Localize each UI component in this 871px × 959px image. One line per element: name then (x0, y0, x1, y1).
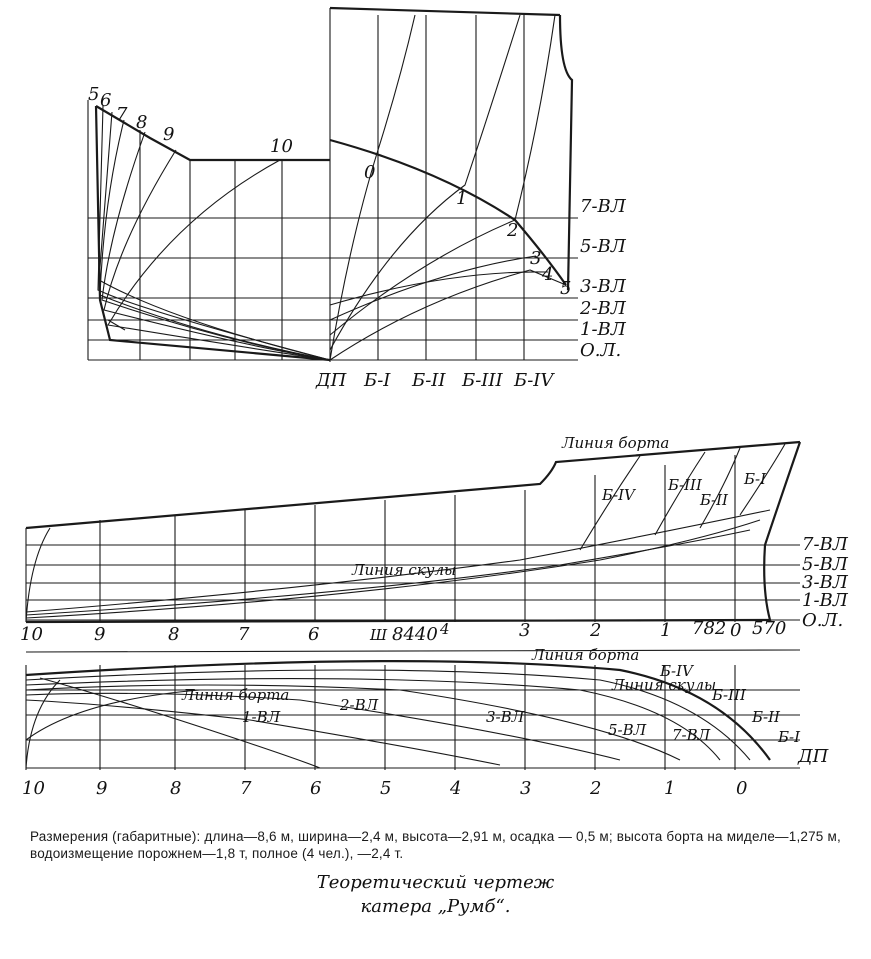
bp-buttock-1: Б-I (364, 370, 391, 391)
profile-view (20, 434, 849, 652)
plan-buttock-3: Б-III (712, 686, 746, 704)
plan-buttock-2: Б-II (752, 708, 780, 726)
profile-wl-7: 7-ВЛ (802, 534, 848, 555)
plan-station-5: 5 (380, 778, 392, 799)
profile-station-6: 6 (308, 624, 320, 645)
plan-station-7: 7 (240, 778, 252, 799)
plan-station-0: 0 (736, 778, 748, 799)
plan-station-6: 6 (310, 778, 322, 799)
profile-dim-midship: Ш (370, 626, 388, 644)
bp-buttock-3: Б-III (462, 370, 503, 391)
plan-wl-7: 7-ВЛ (672, 726, 711, 744)
profile-station-2: 2 (590, 620, 602, 641)
plan-wl-5: 5-ВЛ (608, 721, 647, 739)
plan-station-4: 4 (450, 778, 462, 799)
plan-deck-label-top: Линия борта (532, 646, 640, 664)
drawing-title-line2: катера „Румб“. (360, 896, 511, 917)
plan-dp-label: ДП (798, 746, 829, 767)
plan-station-9: 9 (96, 778, 108, 799)
bp-buttock-4: Б-IV (514, 370, 554, 391)
bp-station-label-7: 7 (116, 104, 128, 125)
bp-wl-5: 5-ВЛ (580, 236, 626, 257)
profile-station-1: 1 (660, 620, 672, 641)
plan-wl-2: 2-ВЛ (340, 696, 379, 714)
plan-wl-1: 1-ВЛ (242, 708, 281, 726)
bp-station-label-3: 3 (530, 248, 542, 269)
drawing-title-line1: Теоретический чертеж (316, 872, 555, 893)
profile-station-10: 10 (20, 624, 43, 645)
plan-buttock-1: Б-I (778, 728, 801, 746)
profile-buttock-2: Б-II (700, 491, 728, 509)
plan-buttock-4: Б-IV (660, 662, 693, 680)
body-plan-aft-sections (96, 106, 330, 360)
profile-buttock-4: Б-IV (602, 486, 635, 504)
body-plan-fore-sections (330, 8, 572, 360)
profile-station-9: 9 (94, 624, 106, 645)
bp-station-label-1: 1 (456, 188, 468, 209)
bp-station-label-9: 9 (163, 124, 175, 145)
bp-station-label-5b: 5 (560, 278, 572, 299)
bp-station-label-6: 6 (100, 90, 112, 111)
half-breadth-plan (22, 646, 829, 799)
bp-station-label-2: 2 (507, 220, 519, 241)
profile-deck-label: Линия борта (562, 434, 670, 452)
profile-station-7: 7 (238, 624, 250, 645)
profile-wl-1: 1-ВЛ (802, 590, 848, 611)
bp-wl-base: О.Л. (580, 340, 622, 361)
bp-buttock-dp: ДП (316, 370, 347, 391)
bp-station-label-4: 4 (542, 264, 554, 285)
body-plan (88, 8, 627, 391)
profile-station-8: 8 (168, 624, 180, 645)
bp-wl-1: 1-ВЛ (580, 319, 626, 340)
bp-wl-2: 2-ВЛ (580, 298, 626, 319)
plan-station-3: 3 (520, 778, 532, 799)
plan-chine-label: Линия скулы (612, 676, 717, 694)
profile-station-4: 4 (440, 620, 450, 638)
plan-wl-3: 3-ВЛ (486, 708, 525, 726)
plan-station-8: 8 (170, 778, 182, 799)
dimensions-caption: Размерения (габаритные): длина—8,6 м, ширина—2,4 м, высота—2,91 м, осадка — 0,5 м; высота борта на миделе—1,275 м, водоизмещение порожнем—1,8 т, полное (4 чел.), —2,4 т. (30, 829, 841, 861)
profile-wl-3: 3-ВЛ (802, 572, 848, 593)
profile-dim-length: 8440 (392, 624, 438, 645)
bp-station-label-0: 0 (364, 162, 376, 183)
profile-station-0: 0 (730, 620, 742, 641)
plan-station-10: 10 (22, 778, 45, 799)
plan-station-2: 2 (590, 778, 602, 799)
profile-buttock-3: Б-III (668, 476, 702, 494)
bp-buttock-2: Б-II (412, 370, 446, 391)
bp-wl-7: 7-ВЛ (580, 196, 626, 217)
bp-wl-3: 3-ВЛ (580, 276, 626, 297)
bp-station-label-10: 10 (270, 136, 293, 157)
bp-station-label-5a: 5 (88, 84, 100, 105)
profile-chine-label: Линия скулы (352, 561, 457, 579)
profile-wl-base: О.Л. (802, 610, 844, 631)
profile-station-3: 3 (519, 620, 531, 641)
profile-buttock-1: Б-I (744, 470, 767, 488)
plan-deck-label: Линия борта (182, 686, 290, 704)
profile-dim-bow: 570 (752, 618, 787, 639)
bp-station-label-8: 8 (136, 112, 148, 133)
profile-dim-forward: 782 (692, 618, 727, 639)
profile-wl-5: 5-ВЛ (802, 554, 848, 575)
plan-station-1: 1 (664, 778, 676, 799)
